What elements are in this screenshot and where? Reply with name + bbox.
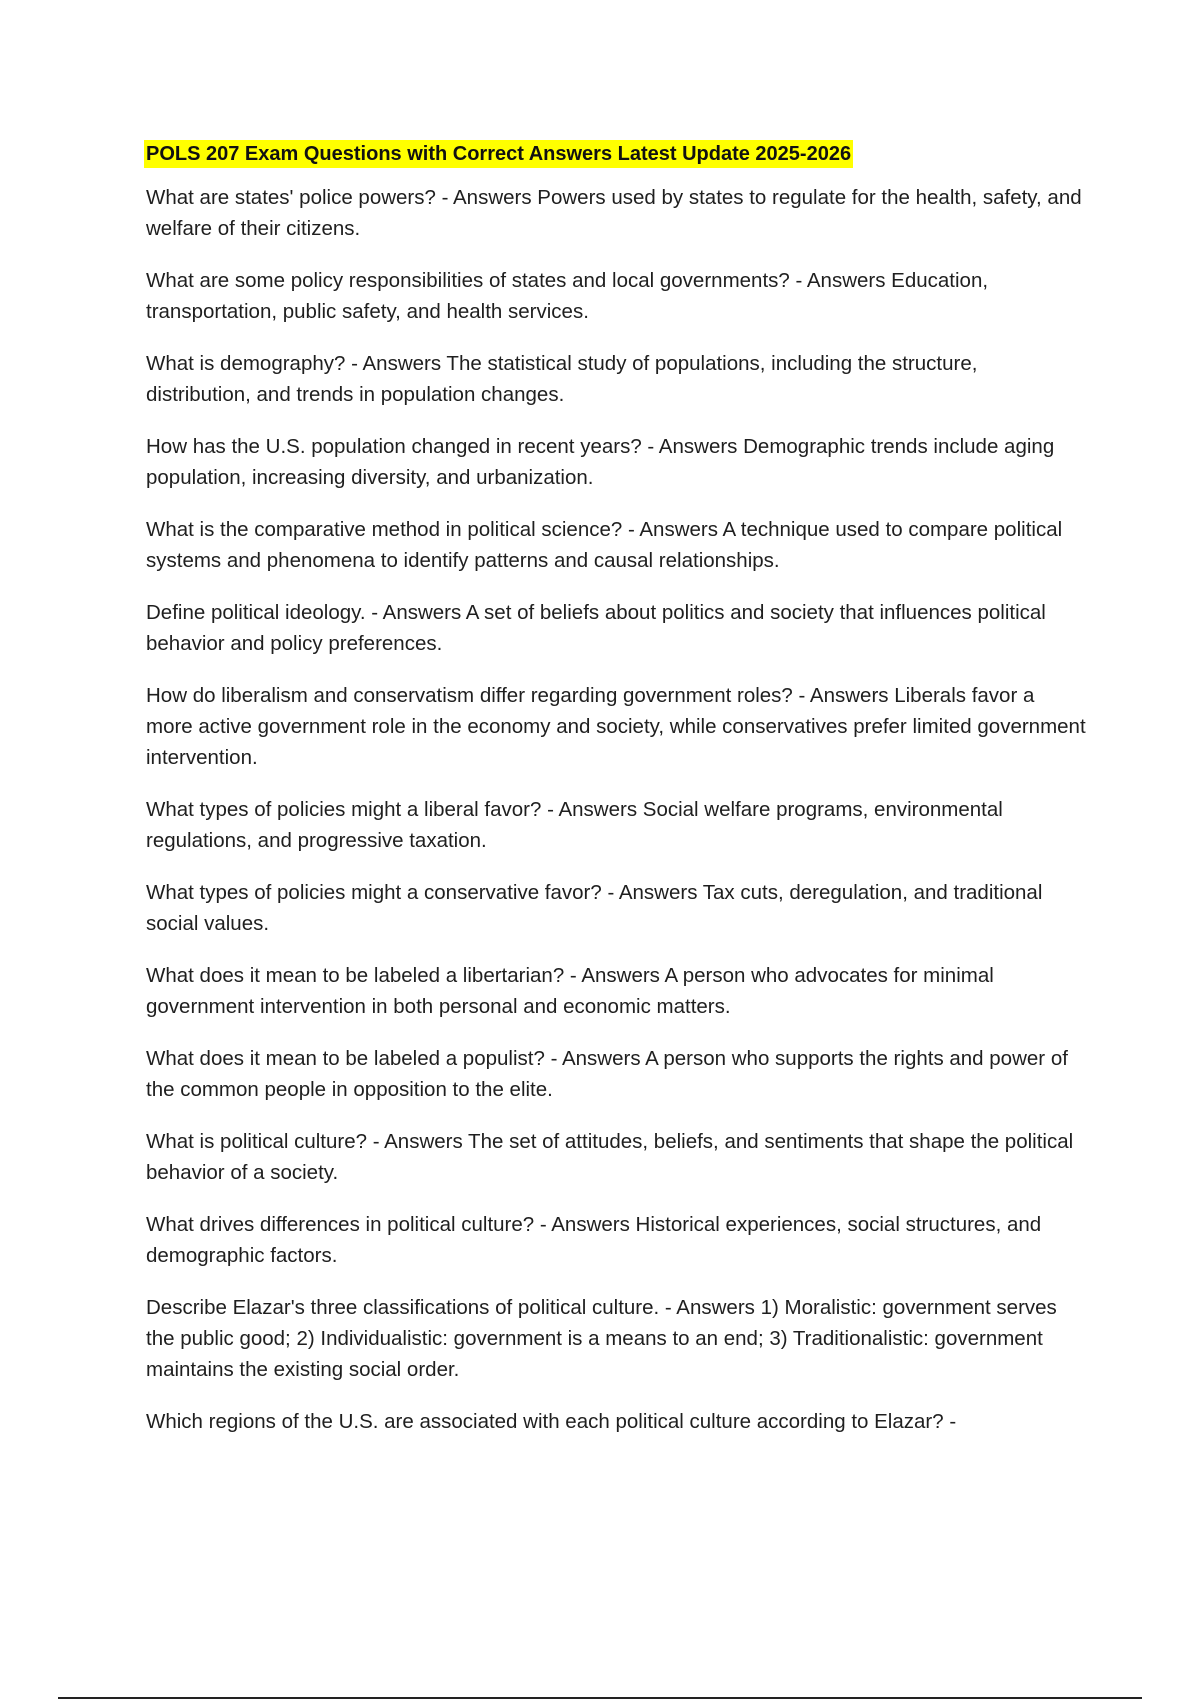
qa-entry: What does it mean to be labeled a populist? - Answers A person who supports the rights and power of the common people in opposition to the elite. bbox=[146, 1047, 1068, 1101]
document-title: POLS 207 Exam Questions with Correct Answers Latest Update 2025-2026 bbox=[144, 140, 853, 168]
qa-entry: What is demography? - Answers The statistical study of populations, including the structure, distribution, and trends in population changes. bbox=[146, 352, 978, 406]
qa-entry: What is political culture? - Answers The set of attitudes, beliefs, and sentiments that shape the political behavior of a society. bbox=[146, 1130, 1074, 1184]
qa-entry: What does it mean to be labeled a libertarian? - Answers A person who advocates for minimal government intervention in both personal and economic matters. bbox=[146, 964, 994, 1018]
qa-entry: Define political ideology. - Answers A set of beliefs about politics and society that influences political behavior and policy preferences. bbox=[146, 601, 1046, 655]
qa-entry: How do liberalism and conservatism differ regarding government roles? - Answers Liberals favor a more active government role in the economy and society, while conservatives prefer limited government intervention. bbox=[146, 684, 1086, 769]
document-body bbox=[146, 140, 1086, 1458]
qa-entry: What are some policy responsibilities of states and local governments? - Answers Education, transportation, public safety, and health services. bbox=[146, 269, 989, 323]
qa-entry: How has the U.S. population changed in recent years? - Answers Demographic trends include aging population, increasing diversity, and urbanization. bbox=[146, 435, 1055, 489]
qa-entry: What types of policies might a liberal favor? - Answers Social welfare programs, environmental regulations, and progressive taxation. bbox=[146, 798, 1003, 852]
qa-entry: What is the comparative method in political science? - Answers A technique used to compare political systems and phenomena to identify patterns and causal relationships. bbox=[146, 518, 1063, 572]
qa-entry: What types of policies might a conservative favor? - Answers Tax cuts, deregulation, and traditional social values. bbox=[146, 881, 1043, 935]
qa-entry: Describe Elazar's three classifications of political culture. - Answers 1) Moralistic: government serves the public good; 2) Individualistic: government is a means to an end; 3) Traditionalistic: government maintains the existing social order. bbox=[146, 1296, 1057, 1381]
page-bottom-rule bbox=[58, 1697, 1142, 1699]
qa-entry: What are states' police powers? - Answers Powers used by states to regulate for the health, safety, and welfare of their citizens. bbox=[146, 186, 1082, 240]
qa-entry: Which regions of the U.S. are associated with each political culture according to Elazar? - bbox=[146, 1410, 957, 1433]
qa-entry: What drives differences in political culture? - Answers Historical experiences, social structures, and demographic factors. bbox=[146, 1213, 1042, 1267]
